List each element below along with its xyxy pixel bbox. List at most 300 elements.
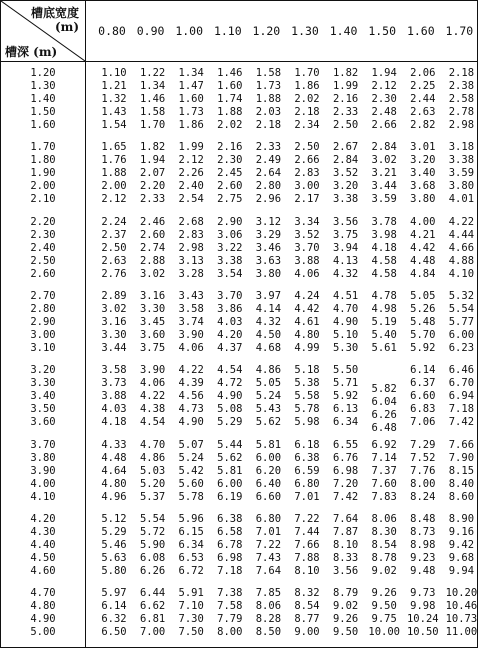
row-header: 4.40	[30, 538, 56, 551]
table-cell: 5.20	[139, 477, 166, 490]
table-cell: 7.42	[448, 416, 475, 429]
table-cell: 6.04	[371, 396, 397, 409]
table-cell: 1.60	[217, 80, 243, 92]
table-cell: 2.84	[371, 141, 397, 154]
table-cell: 5.81	[255, 438, 282, 451]
table-cell: 2.30	[371, 93, 397, 105]
table-cell: 4.06	[178, 341, 204, 354]
table-cell: 5.29	[217, 416, 243, 429]
table-cell: 5.62	[255, 416, 282, 429]
table-cell: 10.20	[445, 587, 478, 600]
table-cell: 3.52	[332, 167, 359, 180]
table-cell: 8.32	[294, 587, 320, 600]
table-cell: 6.58	[217, 525, 243, 538]
table-cell: 4.58	[371, 267, 397, 280]
table-cell: 3.45	[139, 315, 166, 328]
table-cell: 4.06	[294, 267, 320, 280]
table-cell: 6.19	[217, 490, 243, 503]
row-header: 1.20	[30, 67, 56, 79]
table-cell: 8.00	[410, 477, 436, 490]
table-cell: 2.74	[139, 241, 166, 254]
table-cell: 6.50	[101, 626, 127, 639]
table-cell: 8.79	[332, 587, 359, 600]
table-cell: 8.06	[371, 512, 397, 525]
table-cell: 4.56	[178, 390, 204, 403]
table-cell: 3.29	[255, 228, 282, 241]
table-cell: 10.73	[445, 613, 478, 626]
table-cell: 7.01	[294, 490, 320, 503]
table-cell: 1.58	[255, 67, 282, 79]
table-cell: 5.05	[255, 377, 282, 390]
table-cell: 7.10	[178, 600, 204, 613]
table-cell: 2.33	[332, 106, 359, 118]
table-cell: 6.26	[139, 564, 166, 577]
row-header: 1.50	[30, 106, 56, 118]
table-cell: 4.73	[178, 403, 204, 416]
table-cell: 5.07	[178, 438, 204, 451]
table-cell: 5.80	[101, 564, 127, 577]
table-cell: 4.21	[410, 228, 436, 241]
table-cell: 8.33	[332, 551, 359, 564]
table-cell: 2.98	[178, 241, 204, 254]
table-cell: 8.90	[448, 512, 475, 525]
table-cell: 9.16	[448, 525, 475, 538]
table-cell: 3.22	[217, 241, 243, 254]
table-cell: 4.24	[294, 289, 320, 302]
table-cell: 7.52	[410, 451, 436, 464]
table-cell: 3.00	[294, 180, 320, 193]
column-header: 1.50	[368, 24, 397, 38]
table-cell: 5.24	[178, 451, 204, 464]
table-cell: 1.58	[139, 106, 166, 118]
table-cell: 3.54	[217, 267, 243, 280]
table-cell: 6.81	[139, 613, 166, 626]
table-cell: 5.60	[178, 477, 204, 490]
table-cell: 5.96	[178, 512, 204, 525]
table-cell: 5.37	[139, 490, 166, 503]
table-cell: 1.22	[139, 67, 166, 79]
row-header: 3.90	[30, 464, 56, 477]
table-cell: 9.23	[410, 551, 436, 564]
table-cell: 7.60	[371, 477, 397, 490]
table-cell: 6.15	[178, 525, 204, 538]
table-cell: 4.78	[371, 289, 397, 302]
table-cell: 6.59	[294, 464, 320, 477]
table-cell: 7.50	[178, 626, 204, 639]
table-cell: 3.12	[255, 215, 282, 228]
table-cell: 4.32	[332, 267, 359, 280]
table-cell: 4.00	[410, 215, 436, 228]
table-cell: 2.25	[410, 80, 436, 92]
table-cell: 3.06	[217, 228, 243, 241]
table-cell: 4.06	[139, 377, 166, 390]
table-cell: 1.88	[255, 93, 282, 105]
table-cell: 4.38	[139, 403, 166, 416]
table-cell: 6.14	[101, 600, 127, 613]
table-cell: 9.98	[410, 600, 436, 613]
table-cell: 8.40	[448, 477, 475, 490]
table-cell: 2.07	[139, 167, 166, 180]
table-cell: 5.54	[448, 302, 475, 315]
table-cell: 2.38	[448, 80, 475, 92]
table-cell: 5.32	[448, 289, 475, 302]
table-cell: 2.06	[410, 67, 436, 79]
table-cell: 2.20	[139, 180, 166, 193]
table-cell: 4.96	[101, 490, 127, 503]
row-header: 1.90	[30, 167, 56, 180]
table-cell: 7.90	[448, 451, 475, 464]
column-header: 1.40	[329, 24, 358, 38]
table-cell: 4.22	[139, 390, 166, 403]
table-cell: 1.73	[178, 106, 204, 118]
table-cell: 4.64	[101, 464, 127, 477]
row-header: 2.60	[30, 267, 56, 280]
table-cell: 4.33	[101, 438, 127, 451]
table-cell: 4.68	[255, 341, 282, 354]
table-cell: 8.24	[410, 490, 436, 503]
table-cell: 9.94	[448, 564, 475, 577]
table-cell: 5.78	[178, 490, 204, 503]
table-cell: 2.89	[101, 289, 127, 302]
table-cell: 5.24	[255, 390, 282, 403]
table-cell: 3.44	[371, 180, 397, 193]
table-cell: 3.30	[101, 328, 127, 341]
table-cell: 2.18	[448, 67, 475, 79]
table-cell: 5.70	[410, 328, 436, 341]
table-cell: 1.94	[139, 154, 166, 167]
table-cell: 9.50	[371, 600, 397, 613]
table-cell: 2.26	[178, 167, 204, 180]
table-cell: 5.42	[178, 464, 204, 477]
table-cell: 2.83	[294, 167, 320, 180]
table-cell: 4.18	[101, 416, 127, 429]
table-cell: 5.58	[294, 390, 320, 403]
column-header: 0.90	[136, 24, 165, 38]
row-header: 1.60	[30, 119, 56, 131]
table-cell: 2.18	[294, 106, 320, 118]
table-cell: 1.54	[101, 119, 127, 131]
table-cell: 2.50	[101, 241, 127, 254]
width-unit-label: (m)	[54, 20, 79, 34]
table-cell: 6.44	[139, 587, 166, 600]
table-cell: 9.26	[332, 613, 359, 626]
table-cell: 7.64	[332, 512, 359, 525]
table-cell: 1.88	[217, 106, 243, 118]
table-cell: 2.64	[255, 167, 282, 180]
table-cell: 7.22	[294, 512, 320, 525]
table-cell: 1.74	[217, 93, 243, 105]
table-cell: 2.68	[178, 215, 204, 228]
table-cell: 2.00	[101, 180, 127, 193]
table-cell: 2.49	[255, 154, 282, 167]
table-cell: 3.02	[371, 154, 397, 167]
table-cell: 4.98	[371, 302, 397, 315]
table-cell: 2.67	[332, 141, 359, 154]
table-cell: 5.78	[294, 403, 320, 416]
table-cell: 6.98	[332, 464, 359, 477]
table-cell: 5.38	[294, 377, 320, 390]
table-cell: 3.56	[332, 564, 359, 577]
table-cell: 2.80	[255, 180, 282, 193]
table-cell: 1.10	[101, 67, 127, 79]
table-cell: 4.66	[448, 241, 475, 254]
table-cell: 3.38	[217, 254, 243, 267]
table-cell: 3.02	[101, 302, 127, 315]
row-header: 4.90	[30, 613, 56, 626]
table-cell: 8.30	[371, 525, 397, 538]
table-cell: 3.13	[178, 254, 204, 267]
table-cell: 6.14	[410, 364, 436, 377]
table-cell: 1.32	[101, 93, 127, 105]
row-header: 4.00	[30, 477, 56, 490]
table-cell: 4.72	[217, 377, 243, 390]
table-cell: 8.48	[410, 512, 436, 525]
table-cell: 6.23	[448, 341, 475, 354]
table-cell: 3.52	[294, 228, 320, 241]
table-body	[1, 61, 477, 647]
table-cell: 6.72	[178, 564, 204, 577]
table-cell: 1.86	[294, 80, 320, 92]
column-header: 1.70	[445, 24, 474, 38]
table-cell: 7.37	[371, 464, 397, 477]
table-cell: 4.18	[371, 241, 397, 254]
row-header: 3.20	[30, 364, 56, 377]
table-cell: 2.58	[448, 93, 475, 105]
table-cell: 3.28	[178, 267, 204, 280]
row-header: 4.60	[30, 564, 56, 577]
table-cell: 4.32	[255, 315, 282, 328]
table-cell: 4.13	[332, 254, 359, 267]
table-cell: 4.39	[178, 377, 204, 390]
row-header: 5.00	[30, 626, 56, 639]
table-cell: 7.42	[332, 490, 359, 503]
row-header: 3.80	[30, 451, 56, 464]
table-cell: 7.43	[255, 551, 282, 564]
row-header: 3.60	[30, 416, 56, 429]
table-cell: 8.54	[294, 600, 320, 613]
table-cell: 2.12	[371, 80, 397, 92]
table-cell: 6.13	[332, 403, 359, 416]
table-cell: 2.83	[178, 228, 204, 241]
table-cell: 2.03	[255, 106, 282, 118]
row-header: 1.30	[30, 80, 56, 92]
table-cell: 7.83	[371, 490, 397, 503]
table-cell: 2.34	[294, 119, 320, 131]
table-cell: 7.22	[255, 538, 282, 551]
table-cell: 5.46	[101, 538, 127, 551]
table-cell: 4.44	[448, 228, 475, 241]
table-cell: 10.00	[368, 626, 400, 639]
table-cell: 2.82	[410, 119, 436, 131]
table-cell: 8.00	[217, 626, 243, 639]
table-cell: 1.46	[139, 93, 166, 105]
table-cell: 3.46	[255, 241, 282, 254]
table-cell: 10.50	[406, 626, 439, 639]
table-cell: 1.60	[178, 93, 204, 105]
table-cell: 9.68	[448, 551, 475, 564]
table-cell: 4.48	[101, 451, 127, 464]
table-header	[1, 1, 477, 62]
table-cell: 2.40	[178, 180, 204, 193]
table-cell: 4.51	[332, 289, 359, 302]
width-label: 槽底宽度	[30, 6, 79, 20]
table-cell: 2.02	[294, 93, 320, 105]
table-cell: 5.63	[101, 551, 127, 564]
column-header: 1.20	[252, 24, 281, 38]
row-header: 4.30	[30, 525, 56, 538]
row-header: 1.80	[30, 154, 56, 167]
row-header: 3.00	[30, 328, 56, 341]
table-cell: 3.02	[139, 267, 166, 280]
table-cell: 2.84	[332, 154, 359, 167]
table-cell: 5.90	[139, 538, 166, 551]
table-cell: 10.46	[445, 600, 478, 613]
row-header: 2.50	[30, 254, 56, 267]
table-cell: 8.54	[371, 538, 397, 551]
table-cell: 7.79	[217, 613, 243, 626]
row-header: 2.20	[30, 215, 56, 228]
row-header: 3.10	[30, 341, 56, 354]
row-header: 3.30	[30, 377, 56, 390]
table-cell: 4.03	[217, 315, 243, 328]
table-cell: 6.00	[217, 477, 243, 490]
table-cell: 9.00	[294, 626, 320, 639]
row-header: 3.40	[30, 390, 56, 403]
table-cell: 6.20	[255, 464, 282, 477]
table-cell: 8.50	[255, 626, 282, 639]
table-cell: 4.37	[217, 341, 243, 354]
table-cell: 8.78	[371, 551, 397, 564]
table-cell: 4.54	[217, 364, 243, 377]
table-cell: 5.50	[332, 364, 359, 377]
table-cell: 2.48	[371, 106, 397, 118]
table-cell: 5.92	[410, 341, 436, 354]
table-cell: 7.18	[448, 403, 475, 416]
table-cell: 8.28	[255, 613, 282, 626]
column-header: 1.00	[175, 24, 204, 38]
table-cell: 3.20	[332, 180, 359, 193]
table-cell: 6.76	[332, 451, 359, 464]
table-cell: 2.44	[410, 93, 436, 105]
table-cell: 9.42	[448, 538, 475, 551]
row-header: 3.50	[30, 403, 56, 416]
table-cell: 4.48	[410, 254, 436, 267]
table-cell: 5.03	[139, 464, 166, 477]
table-cell: 3.38	[332, 193, 359, 206]
table-cell: 5.29	[101, 525, 127, 538]
table-cell: 4.54	[139, 416, 166, 429]
table-cell: 4.61	[294, 315, 320, 328]
table-cell: 3.16	[101, 315, 127, 328]
table-cell: 7.01	[255, 525, 282, 538]
table-cell: 1.21	[101, 80, 127, 92]
table-cell: 3.98	[371, 228, 397, 241]
table-cell: 4.03	[101, 403, 127, 416]
table-cell: 3.38	[448, 154, 475, 167]
table-cell: 7.18	[217, 564, 243, 577]
table-cell: 4.86	[139, 451, 166, 464]
table-cell: 3.78	[371, 215, 397, 228]
table-cell: 2.60	[139, 228, 166, 241]
table-cell: 2.24	[101, 215, 127, 228]
table-cell: 7.64	[255, 564, 282, 577]
row-header: 4.20	[30, 512, 56, 525]
table-cell: 2.60	[217, 180, 243, 193]
table-cell: 3.63	[255, 254, 282, 267]
table-cell: 7.76	[410, 464, 436, 477]
table-cell: 3.44	[101, 341, 127, 354]
table-cell: 1.88	[101, 167, 127, 180]
table-cell: 6.55	[332, 438, 359, 451]
table-cell: 3.18	[448, 141, 475, 154]
table-cell: 6.34	[332, 416, 359, 429]
table-cell: 4.86	[255, 364, 282, 377]
table-cell: 7.85	[255, 587, 282, 600]
table-cell: 7.14	[371, 451, 397, 464]
table-cell: 1.99	[332, 80, 359, 92]
table-cell: 7.58	[217, 600, 243, 613]
table-cell: 2.18	[255, 119, 282, 131]
table-cell: 4.42	[410, 241, 436, 254]
table-cell: 2.76	[101, 267, 127, 280]
table-cell: 9.73	[410, 587, 436, 600]
row-header: 4.50	[30, 551, 56, 564]
table-cell: 2.12	[101, 193, 127, 206]
table-cell: 5.77	[448, 315, 475, 328]
table-cell: 2.66	[294, 154, 320, 167]
table-cell: 5.30	[332, 341, 359, 354]
table-cell: 8.15	[448, 464, 475, 477]
table-cell: 2.63	[410, 106, 436, 118]
table-cell: 7.66	[448, 438, 475, 451]
table-cell: 3.90	[139, 364, 166, 377]
row-header: 2.30	[30, 228, 56, 241]
table-cell: 6.32	[101, 613, 127, 626]
table-cell: 1.46	[217, 67, 243, 79]
table-cell: 3.59	[448, 167, 475, 180]
table-cell: 3.80	[448, 180, 475, 193]
table-cell: 7.44	[294, 525, 320, 538]
table-cell: 10.24	[406, 613, 439, 626]
table-cell: 4.90	[332, 315, 359, 328]
table-cell: 5.81	[217, 464, 243, 477]
table-cell: 5.40	[371, 328, 397, 341]
table-cell: 6.48	[371, 422, 397, 435]
table-cell: 5.48	[410, 315, 436, 328]
row-header: 4.10	[30, 490, 56, 503]
table-cell: 5.61	[371, 341, 397, 354]
table-cell: 4.88	[448, 254, 475, 267]
table-cell: 5.26	[410, 302, 436, 315]
table-cell: 7.30	[178, 613, 204, 626]
row-header: 4.70	[30, 587, 56, 600]
table-cell: 2.33	[139, 193, 166, 206]
table-cell: 3.58	[178, 302, 204, 315]
table-cell: 5.10	[332, 328, 359, 341]
table-cell: 6.60	[410, 390, 436, 403]
column-header: 1.60	[406, 24, 435, 38]
table-cell: 1.73	[255, 80, 282, 92]
table-cell: 5.18	[294, 364, 320, 377]
row-header: 3.70	[30, 438, 56, 451]
table-cell: 3.43	[178, 289, 204, 302]
table-cell: 2.33	[255, 141, 282, 154]
table-cell: 5.92	[332, 390, 359, 403]
table-cell: 5.19	[371, 315, 397, 328]
table-cell: 4.20	[217, 328, 243, 341]
table-cell: 3.21	[371, 167, 397, 180]
table-cell: 2.88	[139, 254, 166, 267]
